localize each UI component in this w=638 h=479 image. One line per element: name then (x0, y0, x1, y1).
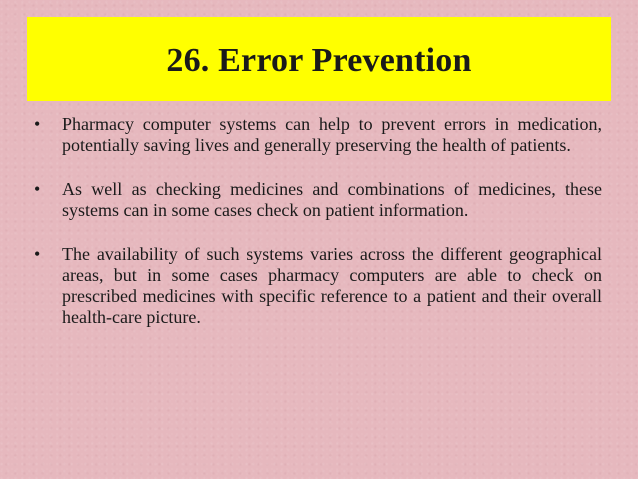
bullet-icon: • (34, 244, 41, 264)
bullet-item (34, 179, 602, 221)
bullet-item (34, 244, 602, 328)
title-banner (27, 17, 611, 101)
bullet-text: Pharmacy computer systems can help to prevent errors in medication, potentially saving lives and generally preserving the health of patients. (62, 114, 602, 155)
bullet-icon: • (34, 114, 41, 134)
bullet-icon: • (34, 179, 41, 199)
bullet-text: As well as checking medicines and combinations of medicines, these systems can in some cases check on patient information. (62, 179, 602, 220)
slide-title: 26. Error Prevention (166, 42, 472, 79)
bullet-list (34, 114, 602, 351)
bullet-item (34, 114, 602, 156)
bullet-text: The availability of such systems varies across the different geographical areas, but in some cases pharmacy computers are able to check on prescribed medicines with specific reference to a patient and their overall health-care picture. (62, 244, 602, 327)
